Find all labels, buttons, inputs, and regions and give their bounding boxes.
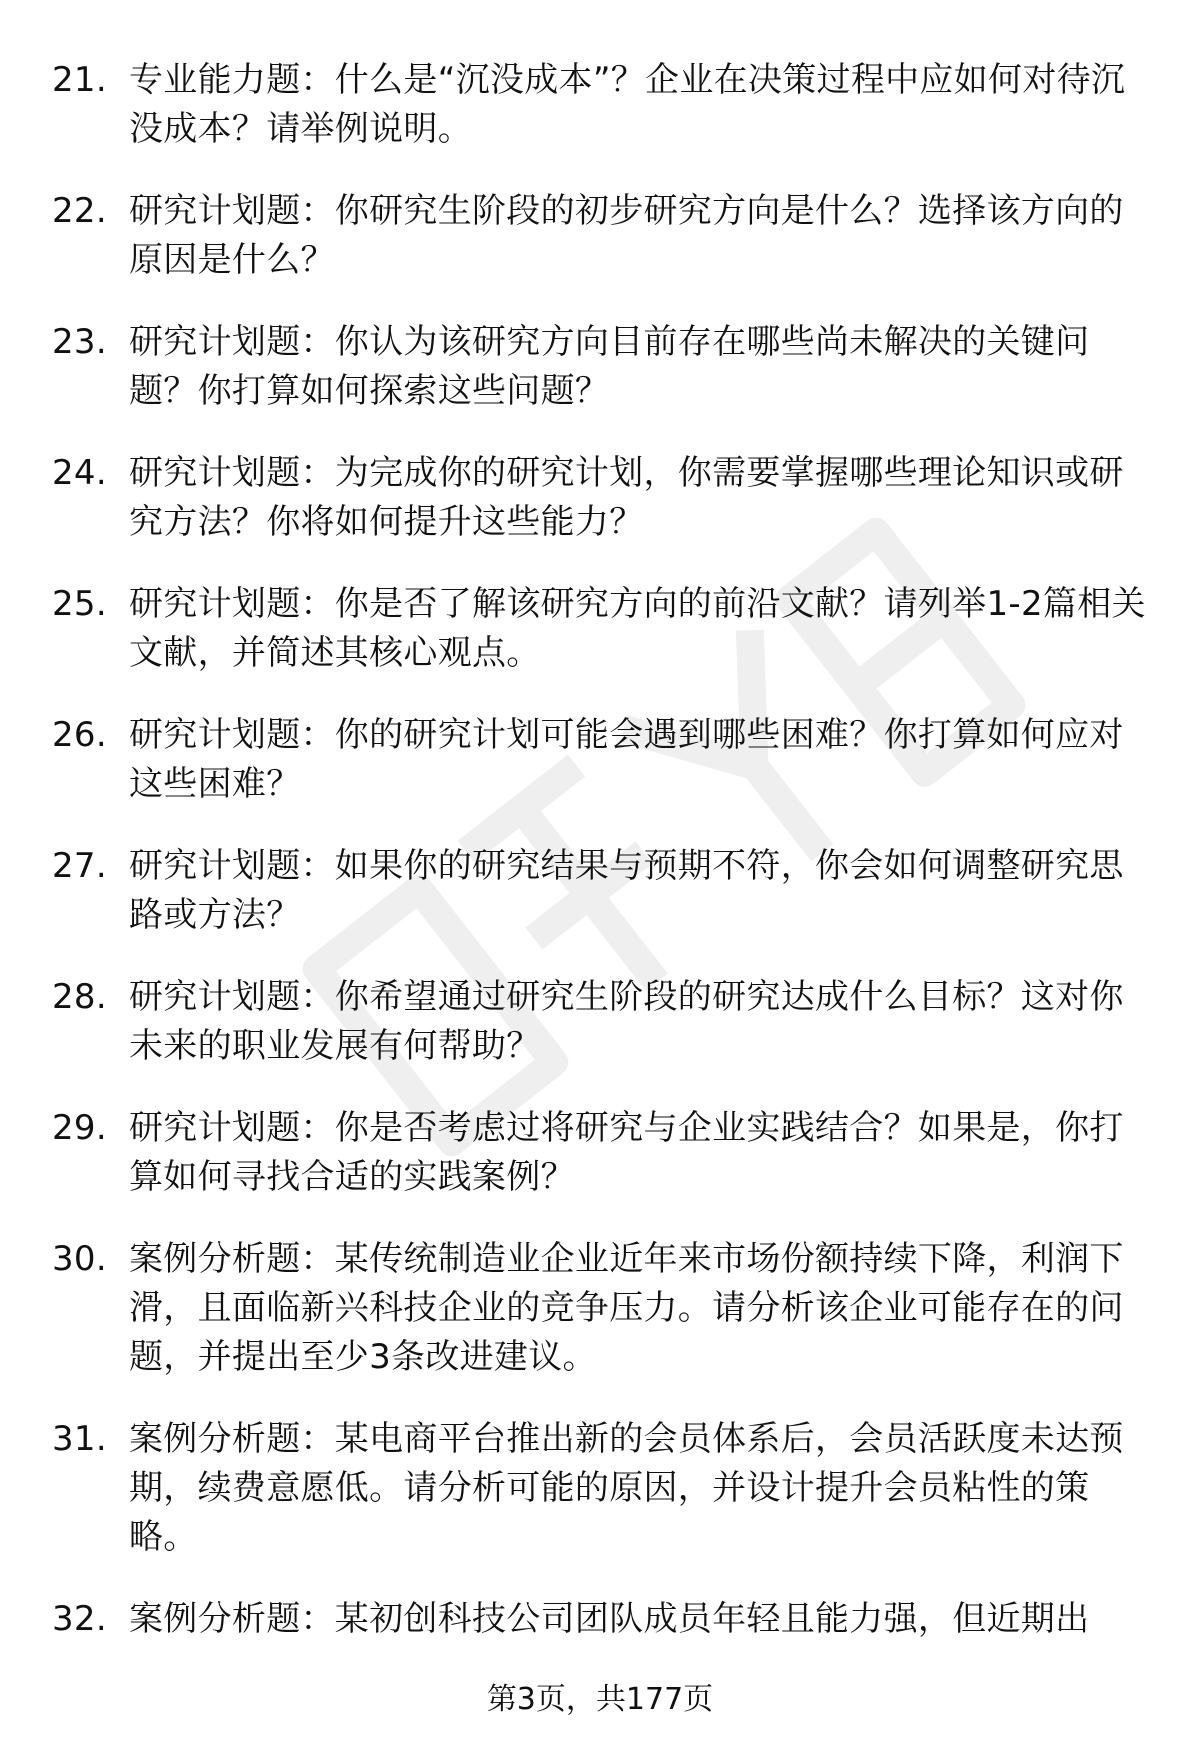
- question-number: 30.: [52, 1239, 107, 1279]
- question-text: 案例分析题：某电商平台推出新的会员体系后，会员活跃度未达预期，续费意愿低。请分析可能的原因，并设计提升会员粘性的策略。: [129, 1419, 1124, 1557]
- page-footer: 第3页，共177页: [486, 1682, 714, 1717]
- question-text: 研究计划题：你希望通过研究生阶段的研究达成什么目标？这对你未来的职业发展有何帮助？: [129, 977, 1124, 1066]
- question-number: 24.: [52, 453, 107, 493]
- question-item: [52, 711, 1152, 809]
- question-number: 23.: [52, 322, 107, 362]
- question-item: [52, 1104, 1152, 1202]
- question-number: 21.: [52, 60, 107, 100]
- question-item: [52, 842, 1152, 940]
- question-item: [52, 449, 1152, 547]
- question-number: 28.: [52, 977, 107, 1017]
- question-item: [52, 56, 1152, 154]
- question-item: [52, 580, 1152, 678]
- question-number: 27.: [52, 846, 107, 886]
- question-item: [52, 318, 1152, 416]
- question-text: 案例分析题：某传统制造业企业近年来市场份额持续下降，利润下滑，且面临新兴科技企业的竞争压力。请分析该企业可能存在的问题，并提出至少3条改进建议。: [129, 1239, 1124, 1377]
- question-number: 29.: [52, 1108, 107, 1148]
- question-number: 25.: [52, 584, 107, 624]
- question-item: [52, 1595, 1152, 1644]
- question-number: 31.: [52, 1419, 107, 1459]
- question-text: 专业能力题：什么是“沉没成本”？企业在决策过程中应如何对待沉没成本？请举例说明。: [129, 60, 1126, 149]
- question-text: 研究计划题：你研究生阶段的初步研究方向是什么？选择该方向的原因是什么？: [129, 191, 1124, 280]
- question-text: 研究计划题：为完成你的研究计划，你需要掌握哪些理论知识或研究方法？你将如何提升这些能力？: [129, 453, 1124, 542]
- question-item: [52, 187, 1152, 285]
- question-number: 22.: [52, 191, 107, 231]
- question-text: 案例分析题：某初创科技公司团队成员年轻且能力强，但近期出: [129, 1599, 1090, 1639]
- question-number: 26.: [52, 715, 107, 755]
- question-text: 研究计划题：你是否了解该研究方向的前沿文献？请列举1-2篇相关文献，并简述其核心观点。: [129, 584, 1146, 673]
- question-item: [52, 1415, 1152, 1562]
- question-text: 研究计划题：如果你的研究结果与预期不符，你会如何调整研究思路或方法？: [129, 846, 1124, 935]
- question-item: [52, 973, 1152, 1071]
- question-number: 32.: [52, 1599, 107, 1639]
- question-text: 研究计划题：你认为该研究方向目前存在哪些尚未解决的关键问题？你打算如何探索这些问题？: [129, 322, 1090, 411]
- question-list: [52, 56, 1152, 1677]
- question-text: 研究计划题：你的研究计划可能会遇到哪些困难？你打算如何应对这些困难？: [129, 715, 1124, 804]
- question-text: 研究计划题：你是否考虑过将研究与企业实践结合？如果是，你打算如何寻找合适的实践案例？: [129, 1108, 1124, 1197]
- question-item: [52, 1235, 1152, 1382]
